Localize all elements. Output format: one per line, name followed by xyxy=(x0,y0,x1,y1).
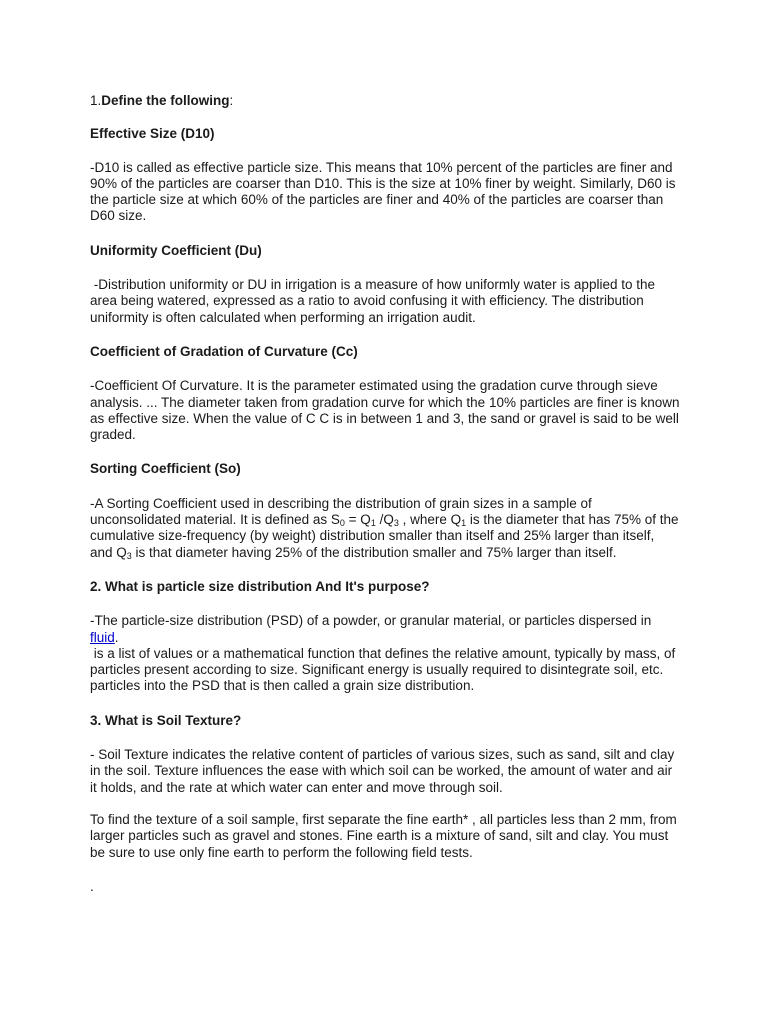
sorting-text-6: is that diameter having 25% of the distribution smaller and 75% larger than itself. xyxy=(131,544,617,560)
sorting-coefficient-heading: Sorting Coefficient (So) xyxy=(90,461,241,477)
sorting-coefficient-body xyxy=(90,496,680,561)
psd-text-period: . xyxy=(114,629,119,645)
soil-texture-body-1: - Soil Texture indicates the relative content of particles of various sizes, such as sand, silt and clay in the soil. Texture influences the ease with which soil can be worked, the amount of water and air it holds, and the rate at which water can enter and move through soil. xyxy=(90,747,675,795)
uniformity-coefficient-heading: Uniformity Coefficient (Du) xyxy=(90,242,262,258)
sorting-sub-3: 3 xyxy=(393,518,399,529)
effective-size-body: -D10 is called as effective particle size. This means that 10% percent of the particles are finer and 90% of the particles are coarser than D10. This is the size at 10% finer by weight. Similarly, D60 is the particle size at which 60% of the particles are finer and 40% of the particles are coarser than D60 size. xyxy=(90,159,676,224)
sorting-text-1: -A Sorting Coefficient used in describing the distribution of grain sizes in a sample of unconsolidated material. It is defined as S xyxy=(90,495,592,528)
trailing-dot: . xyxy=(90,878,94,894)
sorting-sub-1b: 1 xyxy=(461,518,467,529)
question-1-suffix: : xyxy=(229,93,234,108)
question-1-title xyxy=(90,93,680,109)
sorting-text-5: is the diameter that has 75% of the cumulative size-frequency (by weight) distribution smaller than itself and 25% larger than itself, and Q xyxy=(90,512,679,560)
question-2-heading: 2. What is particle size distribution And It's purpose? xyxy=(90,578,430,594)
sorting-sub-3b: 3 xyxy=(126,550,132,561)
uniformity-coefficient-body: -Distribution uniformity or DU in irrigation is a measure of how uniformly water is applied to the area being watered, expressed as a ratio to avoid confusing it with efficiency. The distribution uniformity is often calculated when performing an irrigation audit. xyxy=(90,277,659,325)
question-1-number: 1. xyxy=(90,93,102,108)
sorting-sub-1: 1 xyxy=(370,518,376,529)
fluid-link[interactable]: fluid xyxy=(90,629,115,645)
question-1-heading: Define the following xyxy=(101,93,230,108)
effective-size-heading: Effective Size (D10) xyxy=(90,126,215,142)
sorting-text-2: = Q xyxy=(344,512,371,528)
curvature-coefficient-body: -Coefficient Of Curvature. It is the parameter estimated using the gradation curve through sieve analysis. ... The diameter taken from gradation curve for which the 10% particles are finer is known as effective size. When the value of C C is in between 1 and 3, the sand or gravel is said to be well graded. xyxy=(90,378,680,443)
psd-text-start: -The particle-size distribution (PSD) of a powder, or granular material, or particles dispersed in xyxy=(90,613,652,629)
question-3-heading: 3. What is Soil Texture? xyxy=(90,712,242,728)
question-2-body-start xyxy=(90,613,680,646)
soil-texture-body-2: To find the texture of a soil sample, first separate the fine earth* , all particles less than 2 mm, from larger particles such as gravel and stones. Fine earth is a mixture of sand, silt and clay. You must be sure to use only fine earth to perform the following field tests. xyxy=(90,811,677,860)
question-2-body-rest: is a list of values or a mathematical function that defines the relative amount, typically by mass, of particles present according to size. Significant energy is usually required to disintegrate soil, etc. particles into the PSD that is then called a grain size distribution. xyxy=(90,645,680,694)
sorting-sub-0: 0 xyxy=(339,518,345,529)
sorting-text-3: /Q xyxy=(375,512,394,528)
curvature-coefficient-heading: Coefficient of Gradation of Curvature (Cc) xyxy=(90,343,358,359)
document-page xyxy=(90,93,680,895)
sorting-text-4: , where Q xyxy=(398,512,462,528)
